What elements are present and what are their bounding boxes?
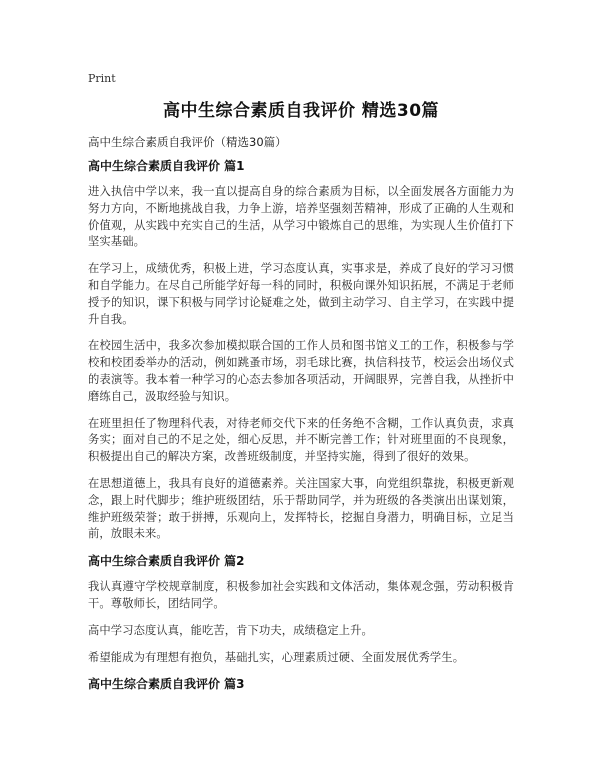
paragraph: 在班里担任了物理科代表，对待老师交代下来的任务绝不含糊，工作认真负责，求真务实；面对自己的不足之处，细心反思，并不断完善工作；针对班里面的不良现象，积极提出自己的解决方案，改善班级制度，并坚持实施，得到了很好的效果。 — [88, 416, 514, 464]
section-heading: 高中生综合素质自我评价 篇1 — [88, 159, 245, 173]
paragraph: 进入执信中学以来，我一直以提高自身的综合素质为目标，以全面发展各方面能力为努力方向，不断地挑战自我，力争上游，培养坚强刻苦精神，形成了正确的人生观和价值观，从实践中充实自己的生活，从学习中锻炼自己的思维，为实现人生价值打下坚实基础。 — [88, 185, 514, 249]
page-title: 高中生综合素质自我评价 精选30篇 — [162, 101, 440, 121]
paragraph: 在思想道德上，我具有良好的道德素养。关注国家大事，向党组织靠拢，积极更新观念，跟上时代脚步；维护班级团结，乐于帮助同学，并为班级的各类演出出谋划策，维护班级荣誉；敢于拼搏，乐观向上，发挥特长，挖掘自身潜力，明确目标，立足当前，放眼未来。 — [88, 476, 514, 541]
section-heading: 高中生综合素质自我评价 篇3 — [88, 677, 245, 692]
section-1 — [88, 158, 514, 543]
paragraph: 在校园生活中，我多次参加模拟联合国的工作人员和图书馆义工的工作，积极参与学校和校团委举办的活动，例如跳蚤市场，羽毛球比赛，执信科技节，校运会出场仪式的表演等。我本着一种学习的心态去参加各项活动，开阔眼界，完善自我，从挫折中磨练自己，汲取经验与知识。 — [88, 339, 514, 403]
paragraph: 在学习上，成绩优秀，积极上进，学习态度认真，实事求是，养成了良好的学习习惯和自学能力。在尽自己所能学好每一科的同时，积极向课外知识拓展，不满足于老师授予的知识，课下积极与同学讨论疑难之处，做到主动学习、自主学习，在实践中提升自我。 — [88, 262, 514, 326]
section-2 — [88, 553, 514, 666]
paragraph: 我认真遵守学校规章制度，积极参加社会实践和文体活动，集体观念强，劳动积极肯干。尊敬师长，团结同学。 — [88, 580, 514, 610]
print-label[interactable]: Print — [88, 72, 116, 85]
paragraph: 高中学习态度认真，能吃苦，肯下功夫，成绩稳定上升。 — [88, 623, 373, 637]
section-heading: 高中生综合素质自我评价 篇2 — [88, 554, 245, 569]
paragraph: 希望能成为有理想有抱负，基础扎实，心理素质过硬、全面发展优秀学生。 — [88, 650, 465, 664]
section-3 — [88, 676, 514, 692]
document-subtitle: 高中生综合素质自我评价（精选30篇） — [88, 135, 287, 149]
